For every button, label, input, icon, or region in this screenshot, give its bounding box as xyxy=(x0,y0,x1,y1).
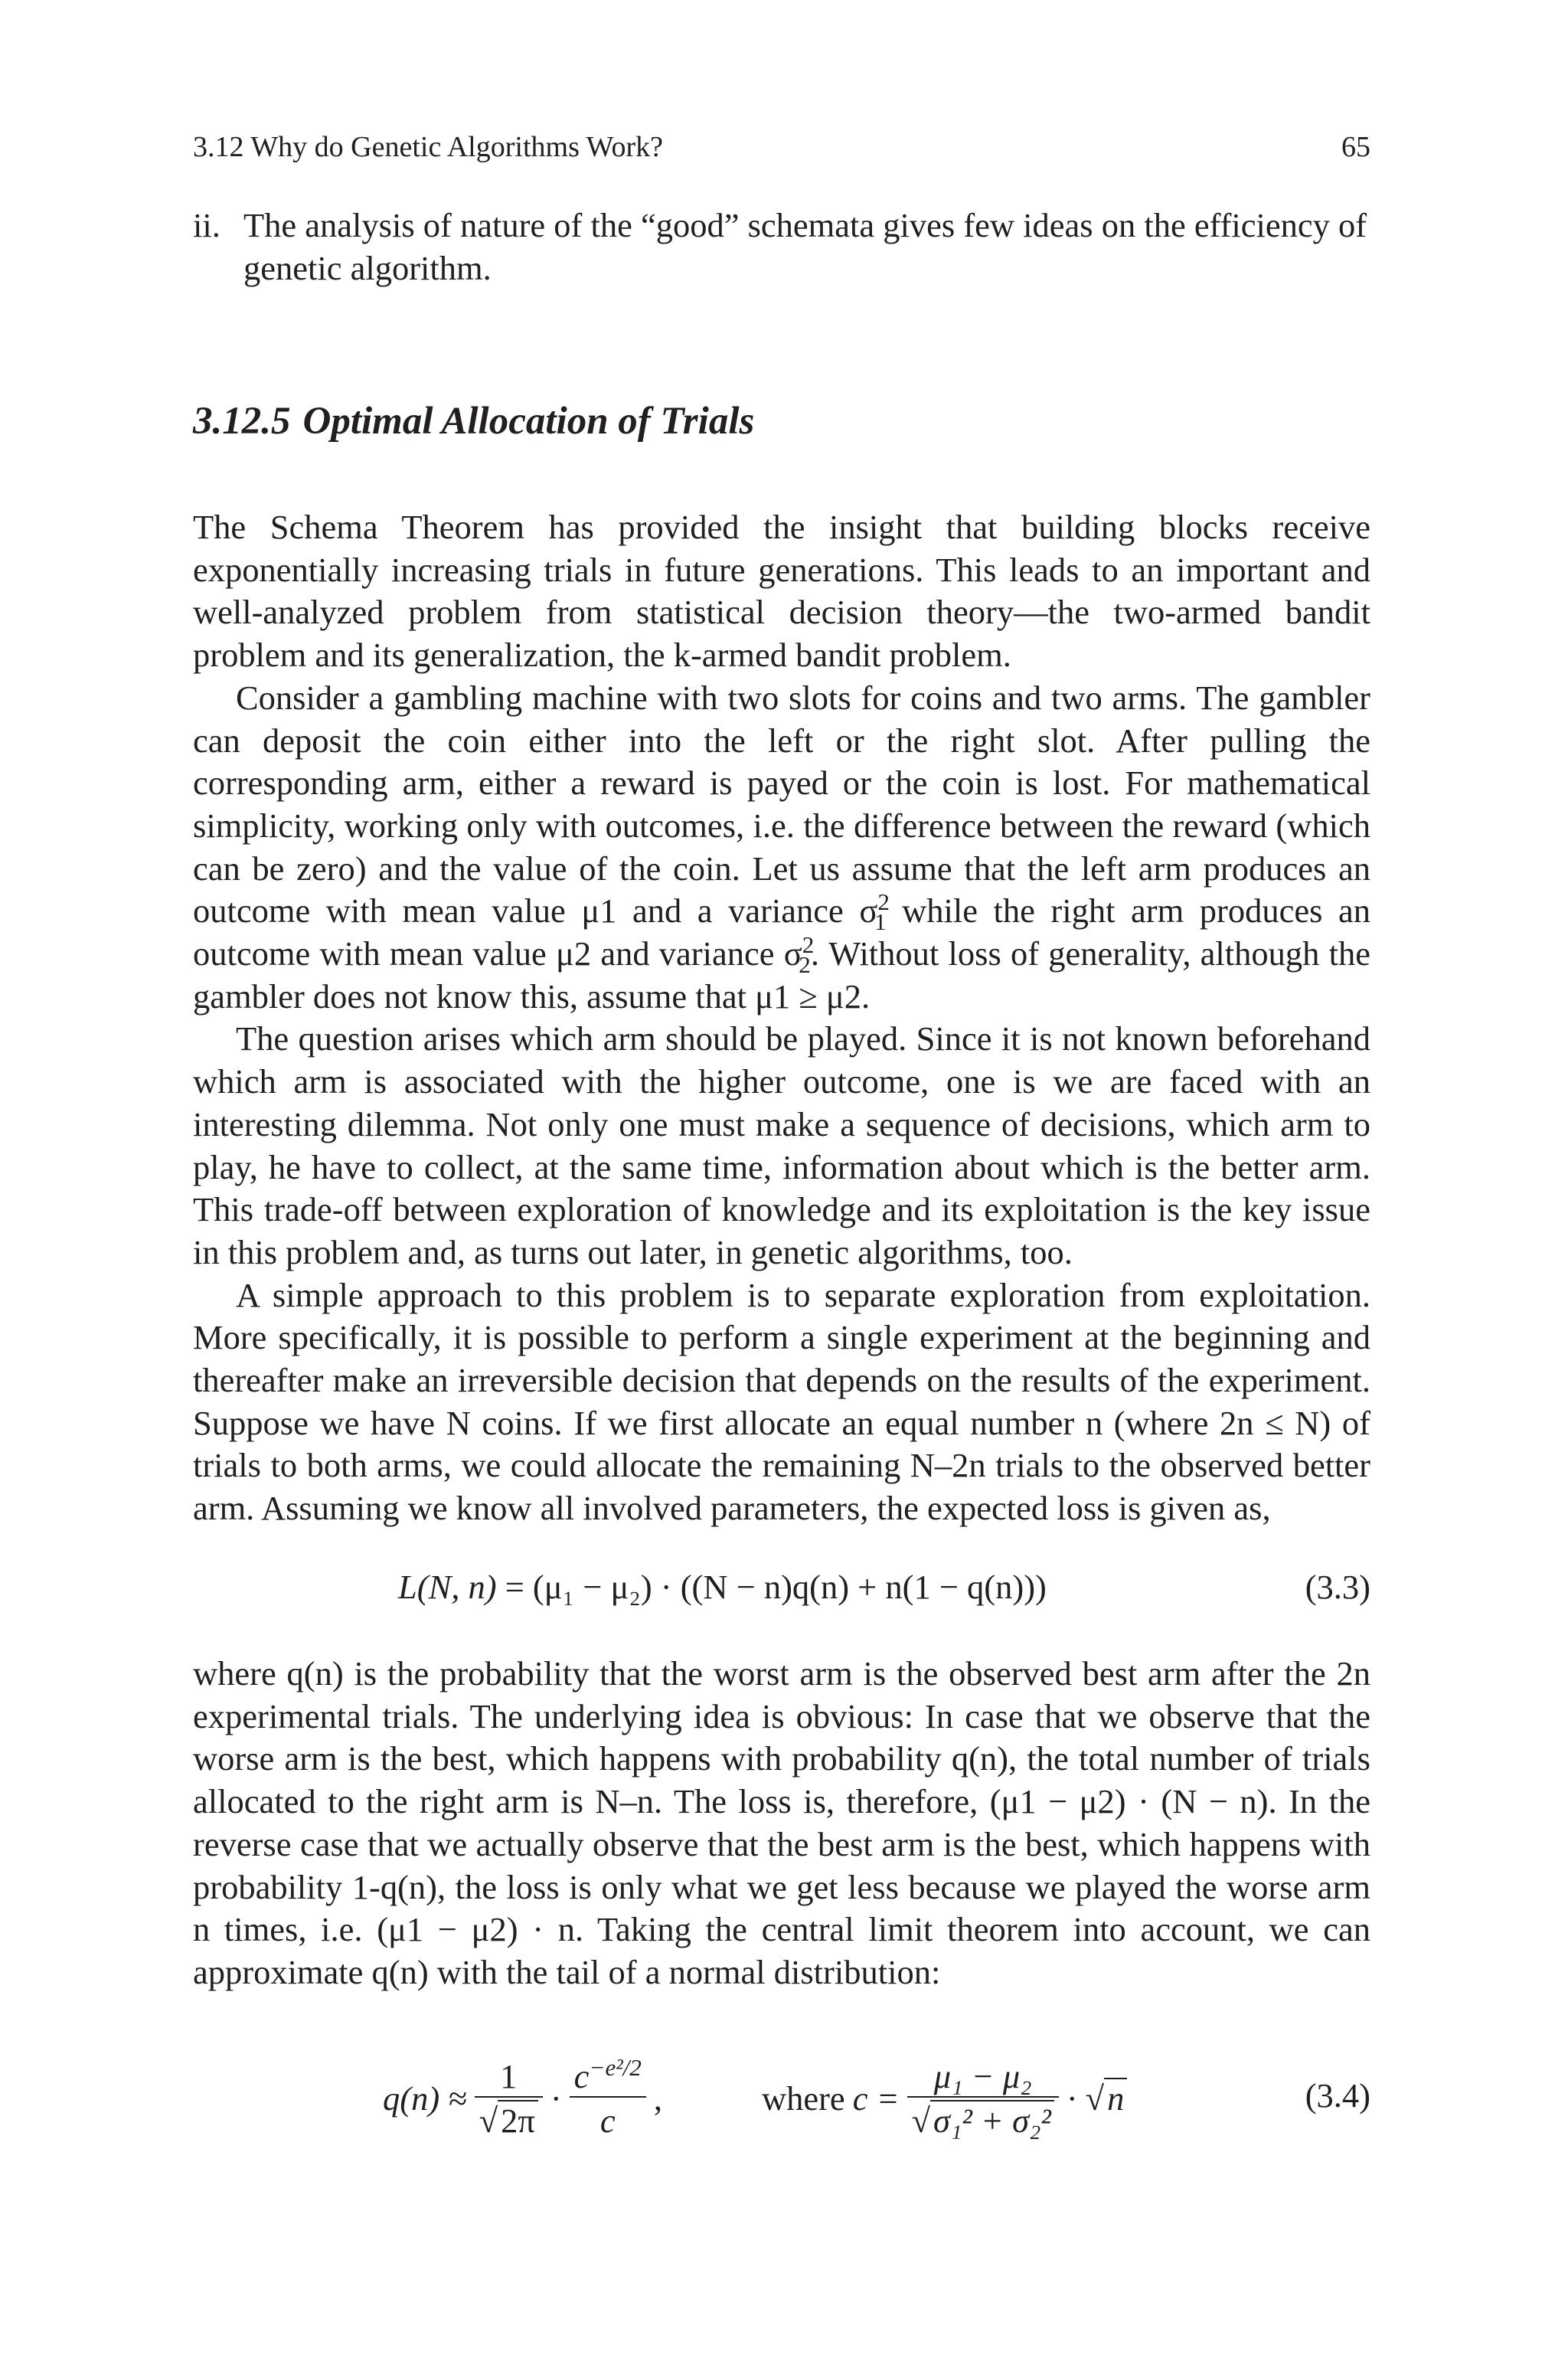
page-number: 65 xyxy=(1341,131,1370,163)
eq34-where: where xyxy=(761,2079,845,2118)
eq34-frac2-base: c xyxy=(573,2057,590,2095)
running-head xyxy=(193,130,1370,164)
sigma1-sup: 2 xyxy=(877,888,890,916)
eq34-frac2-denominator: c xyxy=(570,2096,646,2141)
list-item-text: The analysis of nature of the “good” schemata gives few ideas on the efficiency of genetic algorithm. xyxy=(243,206,1367,287)
eq34-c-def: c = xyxy=(852,2079,900,2118)
eq34-fraction-3: $\frac{\text{μ₁ − μ₂}}{\text{√σ₁² + σ₂²}}$ xyxy=(907,2056,1059,2141)
eq34-frac3-denominator: σ₁² + σ₂² xyxy=(930,2100,1054,2140)
paragraph-2-part-c: . Without loss of generality, although the gambler does not know this, assume that μ1 ≥ μ2. xyxy=(193,934,1370,1016)
eq33-rhs: = (μ₁ − μ₂) · ((N − n)q(n) + n(1 − q(n))) xyxy=(505,1568,1047,1606)
paragraph-1: The Schema Theorem has provided the insight that building blocks receive exponentially increasing trials in future generations. This leads to an important and well-analyzed problem from statistical decision theory—the two-armed bandit problem and its generalization, the k-armed bandit problem. xyxy=(193,508,1370,675)
eq33-lhs: L(N, n) xyxy=(398,1568,497,1606)
sigma2-sup: 2 xyxy=(802,931,815,959)
eq34-fraction-2 xyxy=(570,2056,646,2141)
section-number: 3.12.5 xyxy=(193,400,291,443)
paragraph-2-part-a: Consider a gambling machine with two slots for coins and two arms. The gambler can deposit the coin either into the left or the right slot. After pulling the corresponding arm, either a reward is payed or the coin is lost. For mathematical simplicity, working only with outcomes, i.e. the difference between the reward (which can be zero) and the value of the coin. Let us assume that the left arm produces an outcome with mean value μ1 and a variance σ xyxy=(193,678,1370,931)
paragraph-3: The question arises which arm should be played. Since it is not known beforehand which arm is associated with the higher outcome, one is we are faced with an interesting dilemma. Not only one must make a sequence of decisions, which arm to play, he have to collect, at the same time, information about which is the better arm. This trade-off between exploration of knowledge and its exploitation is the key issue in this problem and, as turns out later, in genetic algorithms, too. xyxy=(193,1019,1370,1271)
running-title: 3.12 Why do Genetic Algorithms Work? xyxy=(193,131,664,163)
list-marker: ii. xyxy=(193,206,220,244)
paragraph-2-part-b: while the right arm produces an outcome with mean value μ2 and variance σ xyxy=(193,891,1370,973)
main-text xyxy=(193,506,1370,1530)
equation-3-3 xyxy=(193,1567,1370,1613)
paragraph-2 xyxy=(193,677,1370,1019)
eq34-dot-2: · xyxy=(1066,2079,1078,2118)
eq34-frac1-denominator: √2π xyxy=(475,2096,543,2141)
eq34-frac3-numerator: μ₁ − μ₂ xyxy=(933,2057,1032,2095)
eq34-comma: , xyxy=(653,2079,662,2118)
list-item xyxy=(193,204,1370,289)
paragraph-5: where q(n) is the probability that the worst arm is the observed best arm after the 2n experimental trials. The underlying idea is obvious: In case that we observe that the worse arm is the best, which happens with probability q(n), the total number of trials allocated to the right arm is N–n. The loss is, therefore, (μ1 − μ2) · (N − n). In the reverse case that we actually observe that the best arm is the best, which happens with probability 1-q(n), the loss is only what we get less because we played the worse arm n times, i.e. (μ1 − μ2) · n. Taking the central limit theorem into account, we can approximate q(n) with the tail of a normal distribution: xyxy=(193,1654,1370,1991)
eq34-fraction-1 xyxy=(475,2056,543,2141)
section-heading xyxy=(193,398,1370,444)
equation-number-3-4: (3.4) xyxy=(1305,2076,1370,2115)
eq34-sqrt-2pi: 2π xyxy=(498,2100,538,2140)
sigma1-sub: 1 xyxy=(874,908,887,936)
equation-number-3-3: (3.3) xyxy=(1305,1568,1370,1606)
equation-3-4: q(n) ≈ $\frac{1}{√2\pi}$ · $\frac{c^{-e^2/2}}{c}$ , where c = $\frac{\text{μ₁ − μ₂}}{\text{√σ₁² + σ₂²}}$ · √n (3.4) xyxy=(383,2054,1370,2140)
eq34-frac2-exponent: −e²/2 xyxy=(589,2054,642,2082)
main-text-2 xyxy=(193,1653,1370,1994)
section-title: Optimal Allocation of Trials xyxy=(302,400,755,443)
eq34-lhs: q(n) ≈ xyxy=(383,2079,467,2118)
sigma2-sub: 2 xyxy=(799,950,811,978)
eq34-sqrt-n: n xyxy=(1104,2078,1127,2118)
eq34-frac1-numerator: 1 xyxy=(500,2057,518,2095)
paragraph-4: A simple approach to this problem is to separate exploration from exploitation. More specifically, it is possible to perform a single experiment at the beginning and thereafter make an irreversible decision that depends on the results of the experiment. Suppose we have N coins. If we first allocate an equal number n (where 2n ≤ N) of trials to both arms, we could allocate the remaining N–2n trials to the observed better arm. Assuming we know all involved parameters, the expected loss is given as, xyxy=(193,1275,1370,1528)
eq34-dot-1: · xyxy=(550,2079,562,2118)
